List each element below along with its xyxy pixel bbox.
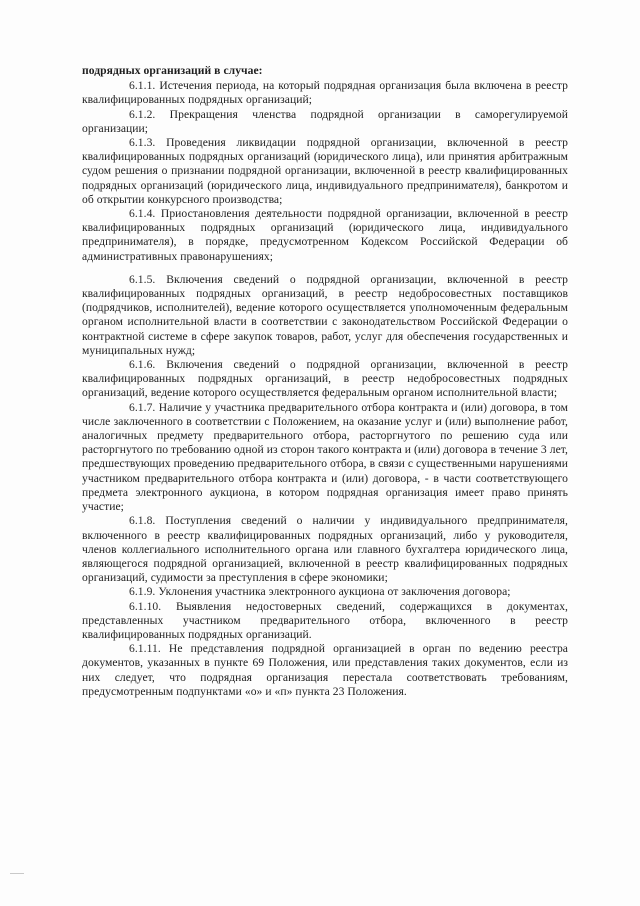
clause-6-1-3 (82, 136, 568, 207)
document-body (82, 64, 568, 699)
clause-text: Приостановления деятельности подрядной организации, включенной в реестр квалифицированных подрядных организаций (юридического лица, индивидуального предпринимателя), в порядке, предусмотренном Кодексом Российской Федерации об административных правонарушениях; (82, 207, 568, 263)
clause-number: 6.1.10. (129, 599, 162, 613)
section-heading: подрядных организаций в случае: (82, 64, 263, 77)
clause-6-1-7 (82, 401, 568, 515)
clause-6-1-10 (82, 600, 568, 643)
clause-number: 6.1.8. (129, 514, 156, 528)
clause-number: 6.1.9. (129, 585, 156, 599)
clause-text: Включения сведений о подрядной организации, включенной в реестр квалифицированных подрядных организаций, в реестр недобросовестных поставщиков (подрядчиков, исполнителей), ведение которого осуществляется уполномоченным федеральным органом исполнительной власти в соответствии с законодательством Российской Федерации о контрактной системе в сфере закупок товаров, работ, услуг для обеспечения государственных и муниципальных нужд; (82, 272, 568, 357)
clause-6-1-2 (82, 108, 568, 136)
clause-number: 6.1.7. (129, 400, 156, 414)
clause-6-1-5 (82, 273, 568, 358)
clause-6-1-4 (82, 207, 568, 264)
clause-text: Проведения ликвидации подрядной организации, включенной в реестр квалифицированных подрядных организаций (юридического лица), или принятия арбитражным судом решения о признании подрядной организации, включенной в реестр квалифицированных подрядных организаций (юридического лица, индивидуального предпринимателя), банкротом и об открытии конкурсного производства; (82, 136, 568, 206)
clause-number: 6.1.1. (129, 79, 156, 93)
clause-number: 6.1.4. (129, 207, 156, 221)
clause-number: 6.1.11. (129, 642, 161, 656)
clause-text: Прекращения членства подрядной организации в саморегулируемой организации; (82, 107, 568, 135)
clause-text: Поступления сведений о наличии у индивидуального предпринимателя, включенного в реестр квалифицированных подрядных организаций, либо у руководителя, членов коллегиального исполнительного органа или главного бухгалтера юридического лица, являющегося подрядной организацией, включенной в реестр квалифицированных подрядных организаций, судимости за преступления в сфере экономики; (82, 514, 568, 585)
clause-number: 6.1.2. (129, 107, 156, 121)
clause-text: Выявления недостоверных сведений, содержащихся в документах, представленных участником предварительного отбора, включенного в реестр квалифицированных подрядных организаций. (82, 599, 568, 641)
clause-text: Истечения периода, на который подрядная организация была включена в реестр квалифицированных подрядных организаций; (82, 79, 568, 107)
clause-6-1-11 (82, 642, 568, 699)
clause-text: Включения сведений о подрядной организации, включенной в реестр квалифицированных подрядных организаций, в реестр недобросовестных подрядных организаций, ведение которого осуществляется федеральным органом исполнительной власти; (82, 358, 568, 400)
clause-number: 6.1.3. (129, 136, 156, 150)
clause-6-1-8 (82, 514, 568, 585)
clause-6-1-1 (82, 79, 568, 107)
clause-text: Не представления подрядной организацией в орган по ведению реестра документов, указанных в пункте 69 Положения, или представления таких документов, если из них следует, что подрядная организация перестала соответствовать требованиям, предусмотренным подпунктами «о» и «п» пункта 23 Положения. (82, 642, 568, 698)
clause-6-1-9 (82, 585, 568, 599)
clause-6-1-6 (82, 358, 568, 401)
clause-number: 6.1.5. (129, 272, 156, 286)
clause-text: Наличие у участника предварительного отбора контракта и (или) договора, в том числе заключенного в соответствии с Положением, на оказание услуг и (или) выполнение работ, аналогичных предмету предварительного отбора, расторгнутого по решению суда или расторгнутого по требованию одной из сторон такого контракта и (или) договора в течение 3 лет, предшествующих проведению предварительного отбора, в связи с существенными нарушениями участником предварительного отбора контракта и (или) договора, - в части соответствующего предмета электронного аукциона, в котором подрядная организация имеет право принять участие; (82, 400, 569, 514)
clause-number: 6.1.6. (129, 358, 156, 372)
clause-text: Уклонения участника электронного аукциона от заключения договора; (158, 585, 511, 599)
scan-artifact (10, 873, 24, 874)
